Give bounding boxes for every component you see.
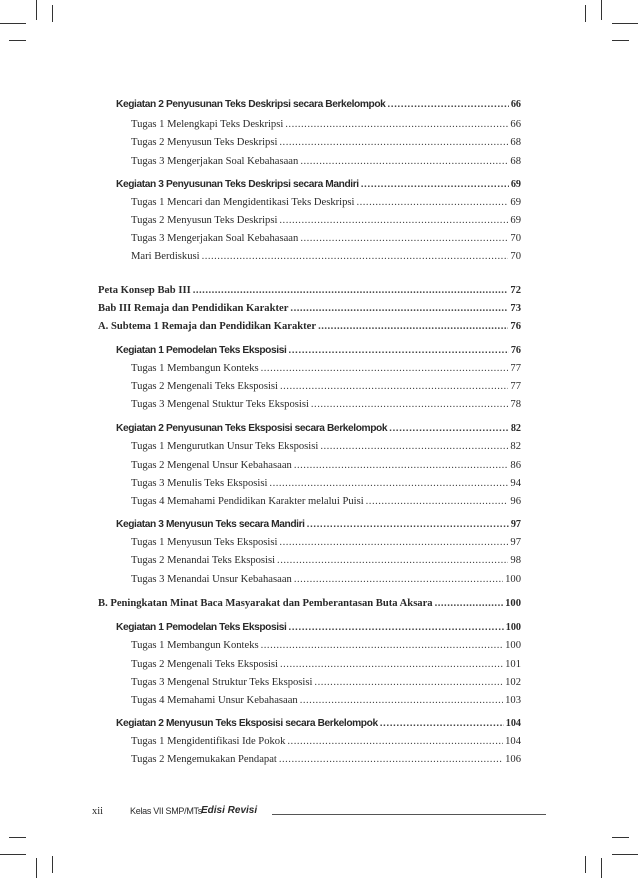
- toc-leader-dots: [261, 639, 503, 653]
- toc-entry: [98, 320, 521, 334]
- toc-page-number: 97: [510, 519, 521, 530]
- toc-leader-dots: [279, 136, 508, 150]
- toc-page-number: 69: [510, 179, 521, 190]
- toc-page-number: 69: [510, 197, 521, 208]
- toc-entry: [98, 284, 521, 298]
- toc-entry-title: Tugas 2 Menyusun Teks Deskripsi: [131, 137, 278, 148]
- toc-subentry: [131, 250, 521, 264]
- toc-subentry: [131, 232, 521, 246]
- toc-subentry: [131, 735, 521, 749]
- toc-entry-title: Tugas 1 Membangun Konteks: [131, 640, 259, 651]
- toc-entry-title: Kegiatan 2 Menyusun Teks Eksposisi secara Berkelompok: [116, 718, 378, 729]
- toc-leader-dots: [307, 518, 509, 532]
- toc-entry-title: Tugas 1 Mengurutkan Unsur Teks Eksposisi: [131, 441, 319, 452]
- toc-leader-dots: [389, 422, 509, 436]
- toc-leader-dots: [294, 573, 503, 587]
- toc-leader-dots: [435, 597, 504, 611]
- toc-page-number: 73: [510, 303, 521, 314]
- toc-leader-dots: [280, 380, 508, 394]
- toc-entry-title: Kegiatan 2 Penyusunan Teks Deskripsi secara Berkelompok: [116, 99, 386, 110]
- toc-leader-dots: [269, 477, 508, 491]
- toc-leader-dots: [290, 302, 508, 316]
- toc-entry-title: Tugas 2 Mengenal Unsur Kebahasaan: [131, 460, 292, 471]
- toc-entry-title: Kegiatan 3 Menyusun Teks secara Mandiri: [116, 519, 305, 530]
- toc-page-number: 68: [510, 137, 521, 148]
- toc-entry: [116, 178, 521, 192]
- toc-entry-title: Tugas 3 Mengerjakan Soal Kebahasaan: [131, 156, 299, 167]
- toc-subentry: [131, 155, 521, 169]
- toc-subentry: [131, 459, 521, 473]
- toc-subentry: [131, 676, 521, 690]
- toc-subentry: [131, 753, 521, 767]
- footer-edition: Edisi Revisi: [201, 805, 258, 816]
- footer-page-number: xii: [92, 806, 104, 817]
- toc-page-number: 78: [510, 399, 521, 410]
- toc-page-number: 70: [510, 233, 521, 244]
- toc-page-number: 96: [510, 496, 521, 507]
- toc-leader-dots: [285, 118, 508, 132]
- toc-entry-title: Kegiatan 1 Pemodelan Teks Eksposisi: [116, 622, 287, 633]
- toc-leader-dots: [288, 621, 503, 635]
- toc-entry: [98, 302, 521, 316]
- toc-leader-dots: [300, 232, 508, 246]
- toc-entry-title: Kegiatan 3 Penyusunan Teks Deskripsi secara Mandiri: [116, 179, 359, 190]
- toc-page-number: 70: [510, 251, 521, 262]
- toc-subentry: [131, 118, 521, 132]
- toc-page-number: 104: [505, 736, 521, 747]
- toc-subentry: [131, 362, 521, 376]
- toc-entry-title: Tugas 2 Menandai Teks Eksposisi: [131, 555, 276, 566]
- toc-leader-dots: [318, 320, 508, 334]
- footer-rule: [272, 814, 546, 815]
- toc-leader-dots: [261, 362, 509, 376]
- toc-subentry: [131, 398, 521, 412]
- toc-entry-title: Tugas 1 Melengkapi Teks Deskripsi: [131, 119, 284, 130]
- toc-entry-title: Tugas 3 Mengenal Struktur Teks Eksposisi: [131, 677, 313, 688]
- toc-page-number: 98: [510, 555, 521, 566]
- toc-page-number: 100: [505, 622, 521, 633]
- toc-entry-title: Kegiatan 2 Penyusunan Teks Eksposisi secara Berkelompok: [116, 423, 388, 434]
- toc-page-number: 77: [510, 363, 521, 374]
- toc-leader-dots: [193, 284, 509, 298]
- toc-page-number: 82: [510, 441, 521, 452]
- toc-subentry: [131, 658, 521, 672]
- toc-leader-dots: [300, 155, 508, 169]
- toc-subentry: [131, 694, 521, 708]
- toc-leader-dots: [294, 459, 509, 473]
- toc-entry-title: Tugas 4 Memahami Unsur Kebahasaan: [131, 695, 298, 706]
- toc-page-number: 103: [505, 695, 521, 706]
- toc-page-number: 100: [505, 598, 521, 609]
- toc-entry-title: Tugas 3 Menandai Unsur Kebahasaan: [131, 574, 292, 585]
- toc-subentry: [131, 495, 521, 509]
- toc-page-number: 104: [505, 718, 521, 729]
- toc-page-number: 100: [505, 574, 521, 585]
- toc-leader-dots: [361, 178, 509, 192]
- toc-entry-title: Tugas 3 Menulis Teks Eksposisi: [131, 478, 268, 489]
- footer-book-title: Kelas VII SMP/MTs: [130, 806, 202, 816]
- toc-entry-title: Peta Konsep Bab III: [98, 285, 191, 296]
- toc-entry-title: Bab III Remaja dan Pendidikan Karakter: [98, 303, 289, 314]
- toc-entry: [98, 597, 521, 611]
- toc-page-number: 97: [510, 537, 521, 548]
- toc-entry-title: Tugas 2 Menyusun Teks Deskripsi: [131, 215, 278, 226]
- toc-entry-title: Tugas 1 Mengidentifikasi Ide Pokok: [131, 736, 286, 747]
- toc-subentry: [131, 639, 521, 653]
- toc-leader-dots: [280, 658, 503, 672]
- toc-entry-title: Kegiatan 1 Pemodelan Teks Eksposisi: [116, 345, 287, 356]
- toc-page-number: 100: [505, 640, 521, 651]
- toc-entry: [116, 98, 521, 112]
- toc-page-number: 102: [505, 677, 521, 688]
- toc-entry: [116, 344, 521, 358]
- toc-page-number: 86: [510, 460, 521, 471]
- toc-subentry: [131, 536, 521, 550]
- toc-entry-title: Tugas 1 Mencari dan Mengidentikasi Teks Deskripsi: [131, 197, 355, 208]
- toc-leader-dots: [356, 196, 508, 210]
- toc-entry-title: Tugas 4 Memahami Pendidikan Karakter melalui Puisi: [131, 496, 364, 507]
- toc-page-number: 77: [510, 381, 521, 392]
- toc-page-number: 66: [510, 119, 521, 130]
- toc-subentry: [131, 554, 521, 568]
- toc-entry-title: B. Peningkatan Minat Baca Masyarakat dan Pemberantasan Buta Aksara: [98, 598, 433, 609]
- toc-leader-dots: [311, 398, 509, 412]
- toc-entry-title: Tugas 2 Mengemukakan Pendapat: [131, 754, 277, 765]
- toc-entry-title: Mari Berdiskusi: [131, 251, 200, 262]
- toc-leader-dots: [279, 753, 503, 767]
- toc-leader-dots: [387, 98, 508, 112]
- toc-subentry: [131, 196, 521, 210]
- toc-entry-title: Tugas 3 Mengerjakan Soal Kebahasaan: [131, 233, 299, 244]
- toc-leader-dots: [288, 344, 508, 358]
- toc-subentry: [131, 573, 521, 587]
- toc-leader-dots: [366, 495, 509, 509]
- toc-subentry: [131, 214, 521, 228]
- toc-entry: [116, 518, 521, 532]
- toc-leader-dots: [287, 735, 503, 749]
- toc-entry: [116, 422, 521, 436]
- toc-page-number: 66: [510, 99, 521, 110]
- toc-subentry: [131, 380, 521, 394]
- toc-entry-title: Tugas 2 Mengenali Teks Eksposisi: [131, 659, 278, 670]
- toc-subentry: [131, 477, 521, 491]
- toc-subentry: [131, 136, 521, 150]
- toc-subentry: [131, 440, 521, 454]
- toc-leader-dots: [320, 440, 508, 454]
- toc-entry-title: Tugas 3 Mengenal Stuktur Teks Eksposisi: [131, 399, 309, 410]
- toc-leader-dots: [380, 717, 504, 731]
- toc-leader-dots: [277, 554, 508, 568]
- toc-page-number: 69: [510, 215, 521, 226]
- toc-page-number: 106: [505, 754, 521, 765]
- toc-page-number: 68: [510, 156, 521, 167]
- toc-leader-dots: [314, 676, 503, 690]
- toc-page-number: 101: [505, 659, 521, 670]
- toc-page-number: 76: [510, 345, 521, 356]
- toc-leader-dots: [279, 214, 508, 228]
- toc-leader-dots: [202, 250, 509, 264]
- toc-page-number: 72: [510, 285, 521, 296]
- toc-page-number: 82: [510, 423, 521, 434]
- toc-entry-title: Tugas 1 Membangun Konteks: [131, 363, 259, 374]
- toc-entry-title: Tugas 1 Menyusun Teks Eksposisi: [131, 537, 278, 548]
- toc-entry: [116, 717, 521, 731]
- toc-page-number: 76: [510, 321, 521, 332]
- toc-leader-dots: [279, 536, 508, 550]
- toc-page-number: 94: [510, 478, 521, 489]
- toc-entry-title: Tugas 2 Mengenali Teks Eksposisi: [131, 381, 278, 392]
- toc-entry-title: A. Subtema 1 Remaja dan Pendidikan Karakter: [98, 321, 317, 332]
- toc-entry: [116, 621, 521, 635]
- toc-leader-dots: [300, 694, 503, 708]
